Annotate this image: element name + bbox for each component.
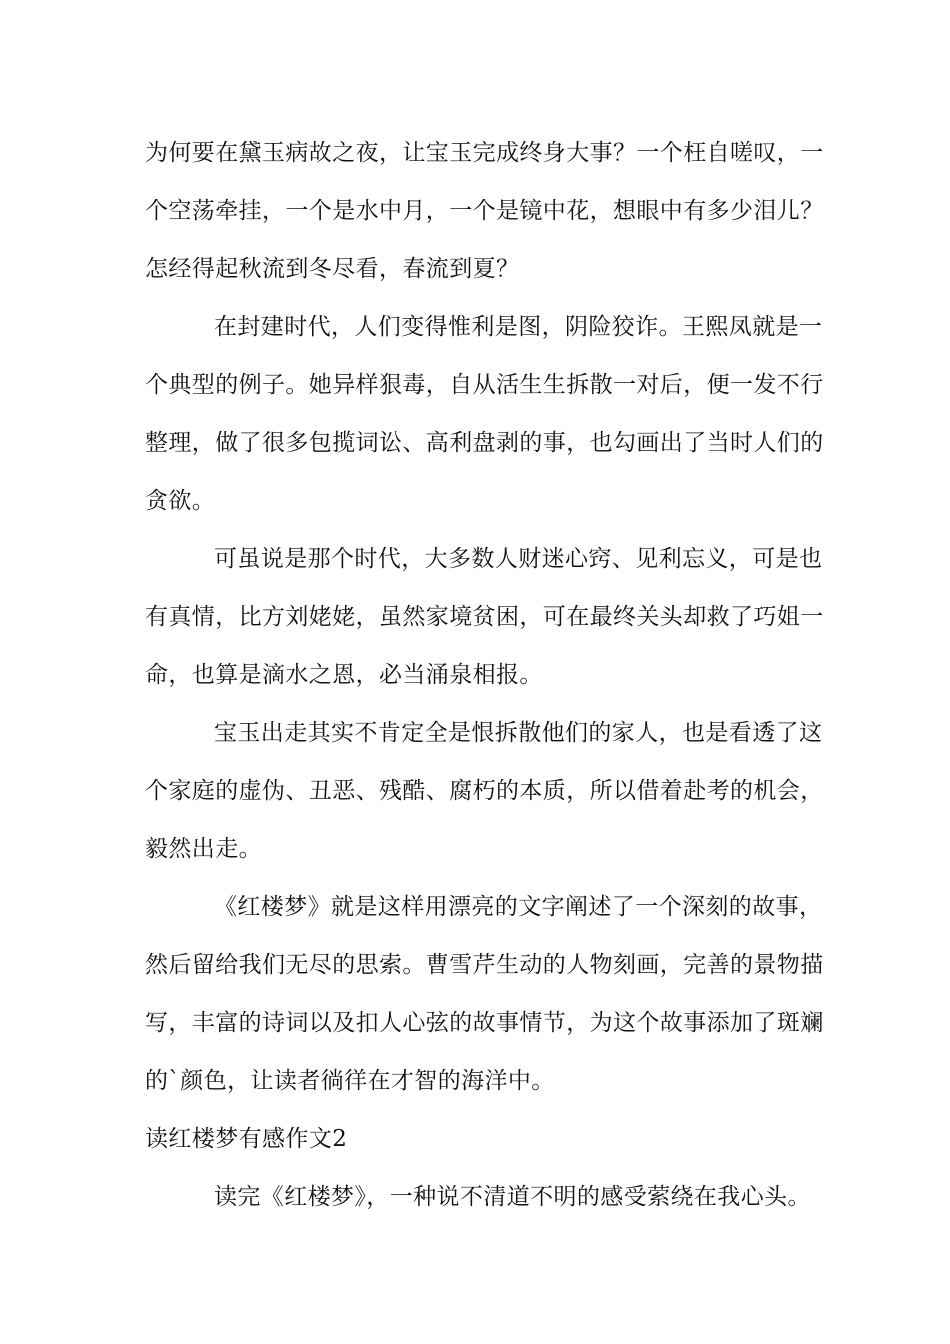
text-line: 可虽说是那个时代，大多数人财迷心窍、见利忘义，可是也 bbox=[214, 546, 823, 572]
text-line: 的`颜色，让读者徜徉在才智的海洋中。 bbox=[145, 1068, 555, 1094]
paragraph-5 bbox=[145, 878, 824, 1110]
text-line: 写，丰富的诗词以及扣人心弦的故事情节，为这个故事添加了斑斓 bbox=[145, 1010, 824, 1036]
text-line: 宝玉出走其实不肯定全是恨拆散他们的家人，也是看透了这 bbox=[214, 720, 823, 746]
text-line: 怎经得起秋流到冬尽看，春流到夏？ bbox=[145, 256, 520, 282]
document-body bbox=[145, 124, 824, 1226]
section-title: 读红楼梦有感作文2 bbox=[145, 1126, 348, 1152]
text-line: 个家庭的虚伪、丑恶、残酷、腐朽的本质，所以借着赴考的机会， bbox=[145, 778, 824, 804]
paragraph-2 bbox=[145, 298, 824, 530]
text-line: 整理，做了很多包揽词讼、高利盘剥的事，也勾画出了当时人们的 bbox=[145, 430, 824, 456]
text-line: 然后留给我们无尽的思索。曹雪芹生动的人物刻画，完善的景物描 bbox=[145, 952, 824, 978]
text-line: 有真情，比方刘姥姥，虽然家境贫困，可在最终关头却救了巧姐一 bbox=[145, 604, 824, 630]
paragraph-3 bbox=[145, 530, 824, 704]
text-line: 在封建时代，人们变得惟利是图，阴险狡诈。王熙凤就是一 bbox=[214, 314, 823, 340]
paragraph-1 bbox=[145, 124, 824, 298]
paragraph-4 bbox=[145, 704, 824, 878]
text-line: 个空荡牵挂，一个是水中月，一个是镜中花，想眼中有多少泪儿？ bbox=[145, 198, 824, 224]
text-line: 毅然出走。 bbox=[145, 836, 262, 862]
paragraph-final bbox=[145, 1168, 810, 1226]
text-line: 读完《红楼梦》，一种说不清道不明的感受萦绕在我心头。 bbox=[214, 1184, 811, 1210]
text-line: 贪欲。 bbox=[145, 488, 216, 514]
text-line: 命，也算是滴水之恩，必当涌泉相报。 bbox=[145, 662, 543, 688]
text-line: 为何要在黛玉病故之夜，让宝玉完成终身大事？一个枉自嗟叹，一 bbox=[145, 140, 824, 166]
text-line: 个典型的例子。她异样狠毒，自从活生生拆散一对后，便一发不行 bbox=[145, 372, 824, 398]
text-line: 《红楼梦》就是这样用漂亮的文字阐述了一个深刻的故事， bbox=[214, 894, 823, 920]
